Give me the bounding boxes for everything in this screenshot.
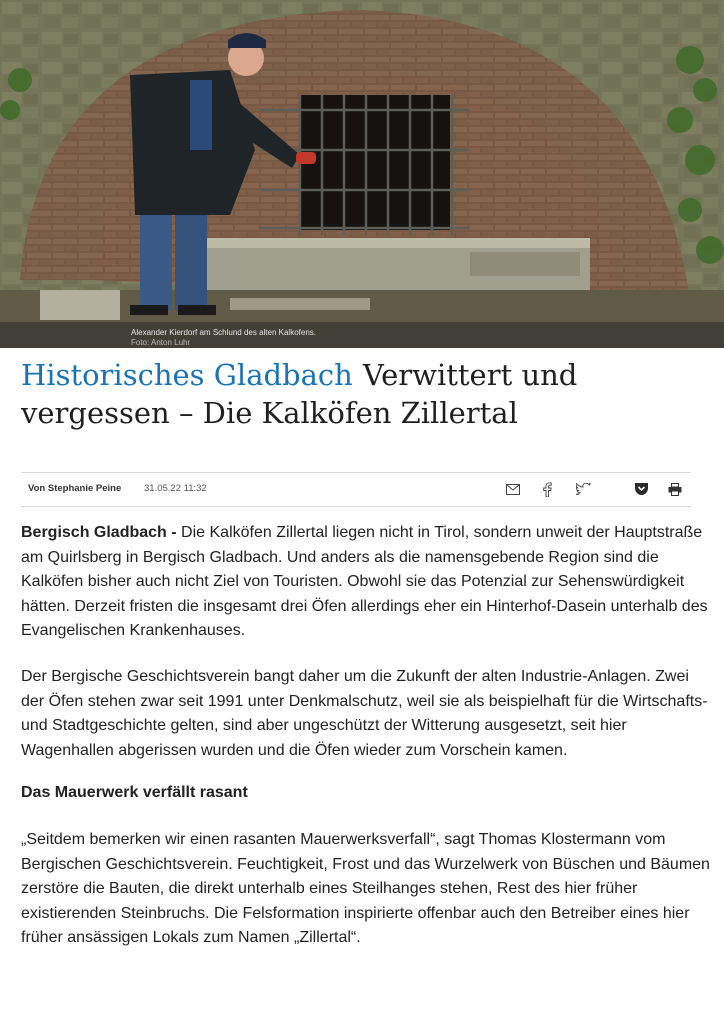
photo-caption: Alexander Kierdorf am Schlund des alten Kalkofens. — [131, 328, 316, 337]
mail-icon[interactable] — [505, 481, 521, 497]
article-paragraph-2: Der Bergische Geschichtsverein bangt daher um die Zukunft der alten Industrie-Anlagen. Zwei der Öfen stehen zwar seit 1991 unter Denkmalschutz, weil sie als beispielhaft für die Wirtschafts- und Stadtgeschichte gelten, sind aber ungeschützt der Witterung ausgesetzt, seit hier Wagenhallen abgerissen wurden und die Öfen wieder zum Vorschein kamen. — [21, 668, 708, 759]
photo-credit: Foto: Anton Luhr — [131, 338, 191, 347]
caption-bar — [0, 322, 724, 348]
facebook-icon[interactable] — [539, 481, 555, 497]
hero-image — [0, 0, 724, 348]
article-paragraph-1 — [21, 521, 711, 644]
article-headline — [21, 356, 621, 432]
pocket-icon[interactable] — [633, 481, 649, 497]
hero-photo-illustration — [0, 0, 724, 348]
print-icon[interactable] — [667, 481, 683, 497]
article-dateline: Bergisch Gladbach - — [21, 524, 177, 541]
twitter-icon[interactable] — [575, 481, 591, 497]
article-title: Verwittert und vergessen – Die Kalköfen Zillertal — [21, 358, 578, 430]
article-kicker: Historisches Gladbach — [21, 358, 353, 392]
article-meta-bar — [21, 472, 691, 507]
paragraph-1-text: Die Kalköfen Zillertal liegen nicht in Tirol, sondern unweit der Hauptstraße am Quirlsberg in Bergisch Gladbach. Und anders als die namensgebende Region sind die Kalköfen bisher auch nicht Ziel von Touristen. Obwohl sie das Potenzial zur Sehenswürdigkeit hätten. Derzeit fristen die insgesamt drei Öfen allerdings eher ein Hinterhof-Dasein unterhalb des Evangelischen Krankenhauses. — [21, 524, 708, 639]
author-byline: Von Stephanie Peine — [28, 483, 122, 494]
publish-date: 31.05.22 11:32 — [144, 483, 207, 494]
article-subheading: Das Mauerwerk verfällt rasant — [21, 784, 248, 801]
article-paragraph-3: „Seitdem bemerken wir einen rasanten Mauerwerksverfall“, sagt Thomas Klostermann vom Bergischen Geschichtsverein. Feuchtigkeit, Frost und das Wurzelwerk von Büschen und Bäumen zerstöre die Bauten, die direkt unterhalb eines Steilhanges stehen, Rest des hier früher existierenden Steinbruchs. Die Felsformation inspirierte offenbar auch den Betreiber eines hier früher ansässigen Lokals zum Namen „Zillertal“. — [21, 831, 710, 946]
